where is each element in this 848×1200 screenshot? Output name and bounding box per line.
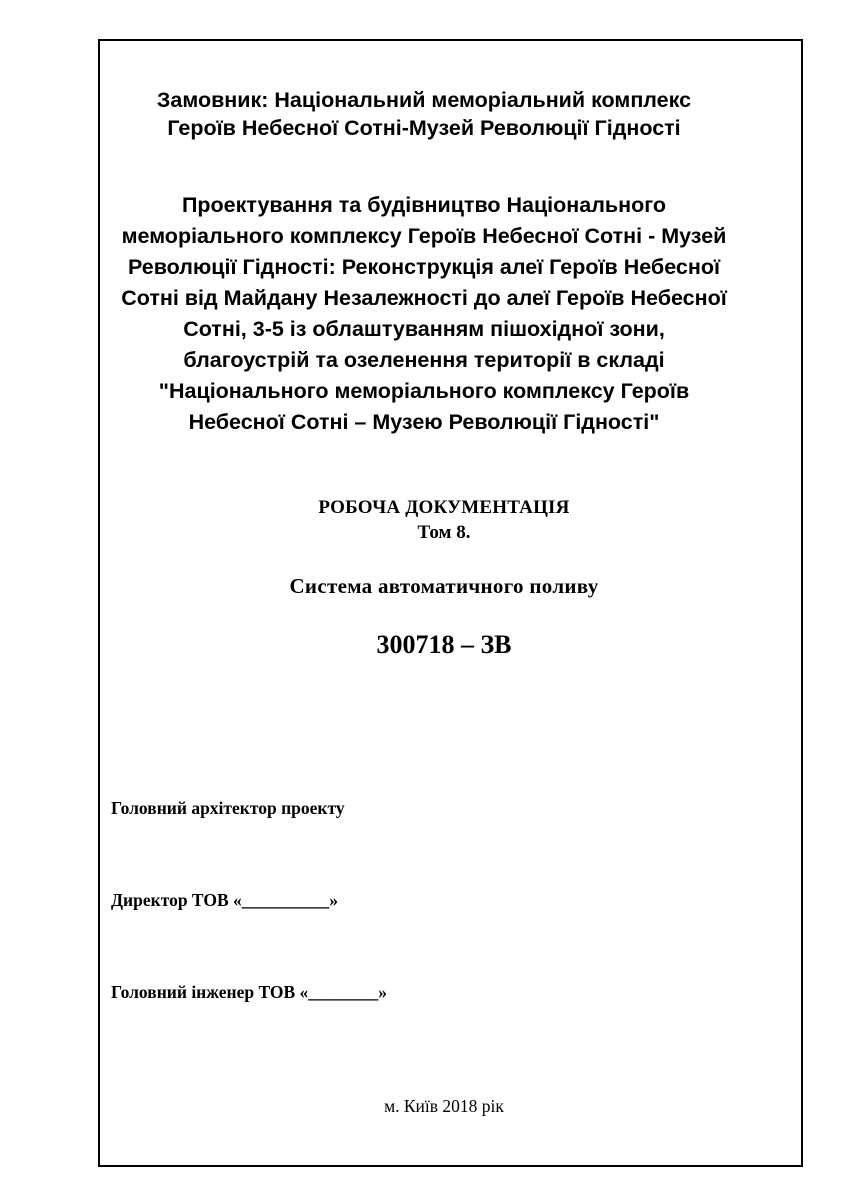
- client-line: Героїв Небесної Сотні-Музей Революції Гідності: [167, 116, 681, 140]
- director-signature-line: Директор ТОВ «__________»: [111, 890, 339, 910]
- client-line: Замовник: Національний меморіальний комплекс: [156, 88, 692, 112]
- project-title-line: Сотні, 3-5 із облаштуванням пішохідної зони,: [183, 317, 665, 341]
- project-title-line: благоустрій та озеленення території в складі: [183, 348, 665, 372]
- system-title: Система автоматичного поливу: [289, 574, 599, 598]
- project-title-line: Революції Гідності: Реконструкція алеї Героїв Небесної: [127, 255, 721, 279]
- project-title-block: [0, 190, 848, 438]
- project-title-line: "Національного меморіального комплексу Героїв: [158, 379, 690, 403]
- volume-number: Том 8.: [417, 522, 471, 543]
- documentation-type-heading: РОБОЧА ДОКУМЕНТАЦІЯ: [318, 497, 570, 518]
- city-year-footer: м. Київ 2018 рік: [384, 1096, 504, 1116]
- chief-architect-signature-line: Головний архітектор проекту: [111, 798, 345, 818]
- project-title-line: Сотні від Майдану Незалежності до алеї Героїв Небесної: [121, 286, 727, 310]
- project-title-line: Проектування та будівництво Національного: [181, 193, 667, 217]
- project-title-line: меморіального комплексу Героїв Небесної Сотні - Музей: [121, 224, 727, 248]
- client-block: [0, 86, 848, 142]
- project-title-line: Небесної Сотні – Музею Революції Гідності": [188, 410, 660, 434]
- document-code: 300718 – ЗВ: [376, 630, 512, 659]
- chief-engineer-signature-line: Головний інженер ТОВ «________»: [111, 982, 388, 1002]
